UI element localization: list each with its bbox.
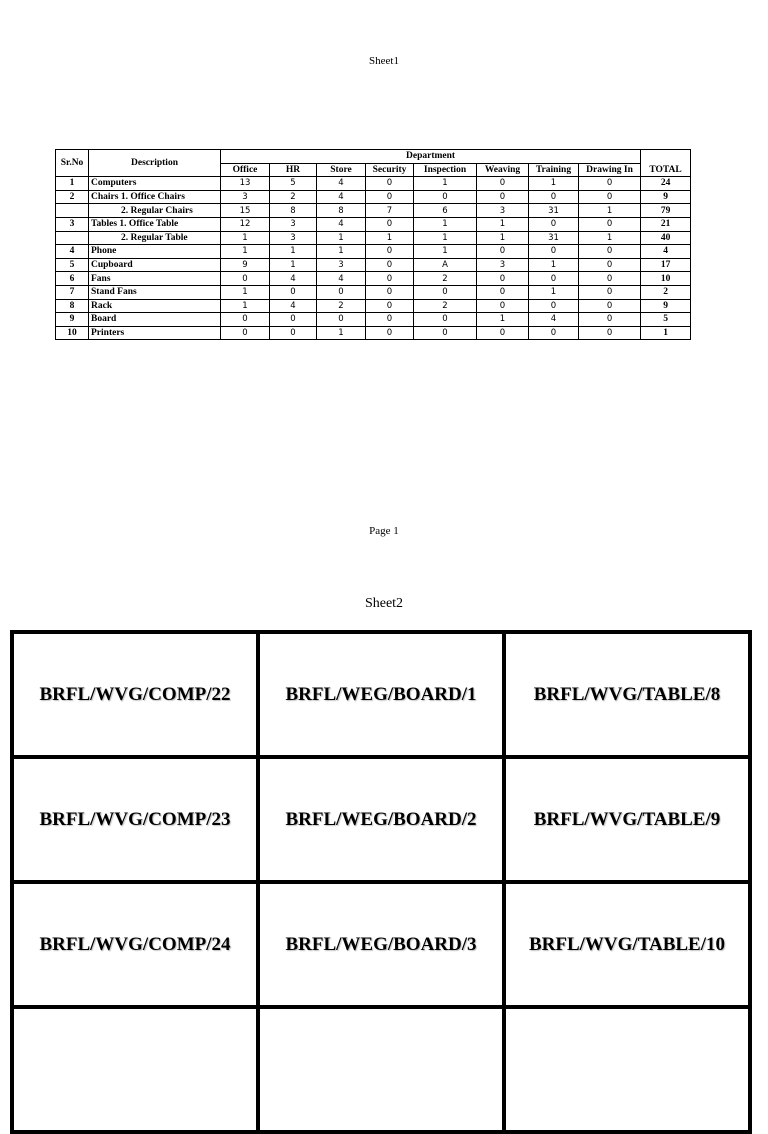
row-value: 0 bbox=[221, 272, 270, 286]
table-row bbox=[56, 177, 691, 191]
row-value: 0 bbox=[366, 285, 414, 299]
row-value: 1 bbox=[317, 245, 366, 259]
table-row bbox=[56, 204, 691, 218]
row-value: 0 bbox=[477, 190, 529, 204]
row-value: 4 bbox=[317, 272, 366, 286]
row-value: 0 bbox=[529, 217, 579, 231]
row-total: 9 bbox=[641, 190, 691, 204]
row-description: Cupboard bbox=[89, 258, 221, 272]
row-value: 0 bbox=[579, 245, 641, 259]
row-value: 0 bbox=[477, 245, 529, 259]
header-dept-store: Store bbox=[317, 163, 366, 177]
asset-label-cell: BRFL/WVG/TABLE/9 bbox=[506, 759, 748, 880]
row-value: 1 bbox=[529, 177, 579, 191]
sheet1-title: Sheet1 bbox=[369, 55, 399, 67]
row-value: 1 bbox=[414, 217, 477, 231]
row-value: 1 bbox=[366, 231, 414, 245]
row-total: 5 bbox=[641, 313, 691, 327]
row-value: 1 bbox=[221, 231, 270, 245]
row-total: 4 bbox=[641, 245, 691, 259]
row-value: 1 bbox=[529, 258, 579, 272]
row-value: 0 bbox=[579, 272, 641, 286]
header-srno: Sr.No bbox=[56, 150, 89, 177]
header-total: TOTAL bbox=[641, 150, 691, 177]
row-value: 0 bbox=[270, 326, 317, 340]
row-description: Stand Fans bbox=[89, 285, 221, 299]
row-description: 2. Regular Chairs bbox=[89, 204, 221, 218]
row-value: A bbox=[414, 258, 477, 272]
row-srno: 10 bbox=[56, 326, 89, 340]
row-value: 3 bbox=[270, 217, 317, 231]
row-value: 12 bbox=[221, 217, 270, 231]
row-srno: 8 bbox=[56, 299, 89, 313]
header-dept-hr: HR bbox=[270, 163, 317, 177]
row-value: 0 bbox=[579, 258, 641, 272]
row-value: 4 bbox=[270, 299, 317, 313]
row-value: 0 bbox=[366, 177, 414, 191]
row-value: 1 bbox=[270, 245, 317, 259]
table-row bbox=[56, 299, 691, 313]
header-department: Department bbox=[221, 150, 641, 164]
row-value: 0 bbox=[579, 217, 641, 231]
asset-label-cell bbox=[260, 1009, 502, 1130]
row-value: 0 bbox=[529, 245, 579, 259]
row-description: Fans bbox=[89, 272, 221, 286]
header-dept-training: Training bbox=[529, 163, 579, 177]
row-value: 1 bbox=[414, 177, 477, 191]
row-value: 3 bbox=[477, 258, 529, 272]
row-value: 1 bbox=[579, 231, 641, 245]
row-value: 1 bbox=[477, 217, 529, 231]
row-value: 2 bbox=[317, 299, 366, 313]
row-description: Phone bbox=[89, 245, 221, 259]
row-value: 0 bbox=[366, 258, 414, 272]
sheet2-title: Sheet2 bbox=[364, 596, 404, 611]
row-value: 0 bbox=[270, 285, 317, 299]
row-value: 31 bbox=[529, 231, 579, 245]
table-row bbox=[56, 313, 691, 327]
row-value: 8 bbox=[317, 204, 366, 218]
row-value: 4 bbox=[317, 190, 366, 204]
table-row bbox=[56, 285, 691, 299]
row-value: 0 bbox=[317, 285, 366, 299]
row-total: 2 bbox=[641, 285, 691, 299]
row-value: 4 bbox=[317, 177, 366, 191]
row-value: 2 bbox=[414, 299, 477, 313]
row-value: 0 bbox=[529, 190, 579, 204]
asset-label-cell: BRFL/WEG/BOARD/2 bbox=[260, 759, 502, 880]
row-value: 0 bbox=[529, 299, 579, 313]
row-value: 8 bbox=[270, 204, 317, 218]
row-value: 0 bbox=[317, 313, 366, 327]
row-value: 3 bbox=[221, 190, 270, 204]
row-value: 0 bbox=[366, 217, 414, 231]
header-dept-inspection: Inspection bbox=[414, 163, 477, 177]
inventory-table bbox=[55, 149, 691, 340]
row-value: 31 bbox=[529, 204, 579, 218]
row-value: 1 bbox=[317, 231, 366, 245]
row-value: 2 bbox=[414, 272, 477, 286]
row-value: 0 bbox=[366, 190, 414, 204]
row-value: 1 bbox=[414, 245, 477, 259]
row-value: 1 bbox=[270, 258, 317, 272]
row-value: 0 bbox=[221, 326, 270, 340]
row-value: 0 bbox=[414, 190, 477, 204]
asset-label-cell bbox=[506, 1009, 748, 1130]
asset-label-cell: BRFL/WVG/COMP/22 bbox=[14, 634, 256, 755]
table-row bbox=[56, 272, 691, 286]
row-value: 0 bbox=[579, 285, 641, 299]
row-srno bbox=[56, 204, 89, 218]
row-value: 0 bbox=[529, 272, 579, 286]
row-srno: 1 bbox=[56, 177, 89, 191]
row-total: 9 bbox=[641, 299, 691, 313]
header-dept-drawing-in: Drawing In bbox=[579, 163, 641, 177]
row-value: 7 bbox=[366, 204, 414, 218]
row-total: 1 bbox=[641, 326, 691, 340]
row-value: 0 bbox=[366, 313, 414, 327]
row-value: 3 bbox=[270, 231, 317, 245]
row-value: 1 bbox=[477, 313, 529, 327]
row-total: 79 bbox=[641, 204, 691, 218]
asset-label-cell: BRFL/WVG/COMP/24 bbox=[14, 884, 256, 1005]
row-srno: 6 bbox=[56, 272, 89, 286]
asset-label-cell: BRFL/WEG/BOARD/1 bbox=[260, 634, 502, 755]
row-srno: 7 bbox=[56, 285, 89, 299]
row-srno bbox=[56, 231, 89, 245]
table-row bbox=[56, 245, 691, 259]
row-description: Computers bbox=[89, 177, 221, 191]
row-description: Chairs 1. Office Chairs bbox=[89, 190, 221, 204]
row-description: Printers bbox=[89, 326, 221, 340]
asset-label-cell bbox=[14, 1009, 256, 1130]
row-srno: 2 bbox=[56, 190, 89, 204]
row-value: 3 bbox=[477, 204, 529, 218]
row-value: 1 bbox=[221, 285, 270, 299]
row-value: 13 bbox=[221, 177, 270, 191]
row-value: 6 bbox=[414, 204, 477, 218]
row-srno: 4 bbox=[56, 245, 89, 259]
row-total: 17 bbox=[641, 258, 691, 272]
row-value: 1 bbox=[221, 299, 270, 313]
row-value: 0 bbox=[366, 272, 414, 286]
row-total: 10 bbox=[641, 272, 691, 286]
row-value: 0 bbox=[366, 326, 414, 340]
row-value: 0 bbox=[579, 326, 641, 340]
table-row bbox=[56, 231, 691, 245]
row-total: 21 bbox=[641, 217, 691, 231]
row-description: 2. Regular Table bbox=[89, 231, 221, 245]
row-srno: 9 bbox=[56, 313, 89, 327]
row-value: 4 bbox=[317, 217, 366, 231]
row-value: 0 bbox=[477, 177, 529, 191]
row-value: 0 bbox=[579, 313, 641, 327]
asset-label-cell: BRFL/WVG/TABLE/8 bbox=[506, 634, 748, 755]
row-srno: 5 bbox=[56, 258, 89, 272]
row-value: 0 bbox=[414, 326, 477, 340]
table-row bbox=[56, 217, 691, 231]
row-value: 0 bbox=[579, 190, 641, 204]
table-row bbox=[56, 258, 691, 272]
row-value: 0 bbox=[477, 299, 529, 313]
row-value: 9 bbox=[221, 258, 270, 272]
row-description: Rack bbox=[89, 299, 221, 313]
table-row bbox=[56, 326, 691, 340]
row-value: 1 bbox=[221, 245, 270, 259]
header-dept-office: Office bbox=[221, 163, 270, 177]
row-value: 15 bbox=[221, 204, 270, 218]
row-value: 0 bbox=[366, 245, 414, 259]
header-dept-security: Security bbox=[366, 163, 414, 177]
table-row bbox=[56, 190, 691, 204]
row-total: 24 bbox=[641, 177, 691, 191]
header-dept-weaving: Weaving bbox=[477, 163, 529, 177]
label-grid bbox=[10, 630, 752, 1134]
row-value: 4 bbox=[529, 313, 579, 327]
row-value: 0 bbox=[414, 285, 477, 299]
header-description: Description bbox=[89, 150, 221, 177]
row-value: 0 bbox=[529, 326, 579, 340]
row-value: 5 bbox=[270, 177, 317, 191]
page-number: Page 1 bbox=[369, 525, 399, 537]
row-value: 1 bbox=[317, 326, 366, 340]
row-value: 0 bbox=[477, 272, 529, 286]
row-value: 0 bbox=[366, 299, 414, 313]
row-value: 0 bbox=[579, 177, 641, 191]
asset-label-cell: BRFL/WVG/TABLE/10 bbox=[506, 884, 748, 1005]
row-value: 0 bbox=[477, 285, 529, 299]
row-value: 2 bbox=[270, 190, 317, 204]
row-value: 4 bbox=[270, 272, 317, 286]
row-value: 3 bbox=[317, 258, 366, 272]
asset-label-cell: BRFL/WVG/COMP/23 bbox=[14, 759, 256, 880]
row-value: 1 bbox=[477, 231, 529, 245]
row-value: 0 bbox=[221, 313, 270, 327]
row-value: 1 bbox=[414, 231, 477, 245]
row-total: 40 bbox=[641, 231, 691, 245]
row-srno: 3 bbox=[56, 217, 89, 231]
row-value: 1 bbox=[579, 204, 641, 218]
row-description: Tables 1. Office Table bbox=[89, 217, 221, 231]
row-description: Board bbox=[89, 313, 221, 327]
row-value: 0 bbox=[579, 299, 641, 313]
row-value: 0 bbox=[270, 313, 317, 327]
asset-label-cell: BRFL/WEG/BOARD/3 bbox=[260, 884, 502, 1005]
row-value: 0 bbox=[477, 326, 529, 340]
row-value: 0 bbox=[414, 313, 477, 327]
row-value: 1 bbox=[529, 285, 579, 299]
